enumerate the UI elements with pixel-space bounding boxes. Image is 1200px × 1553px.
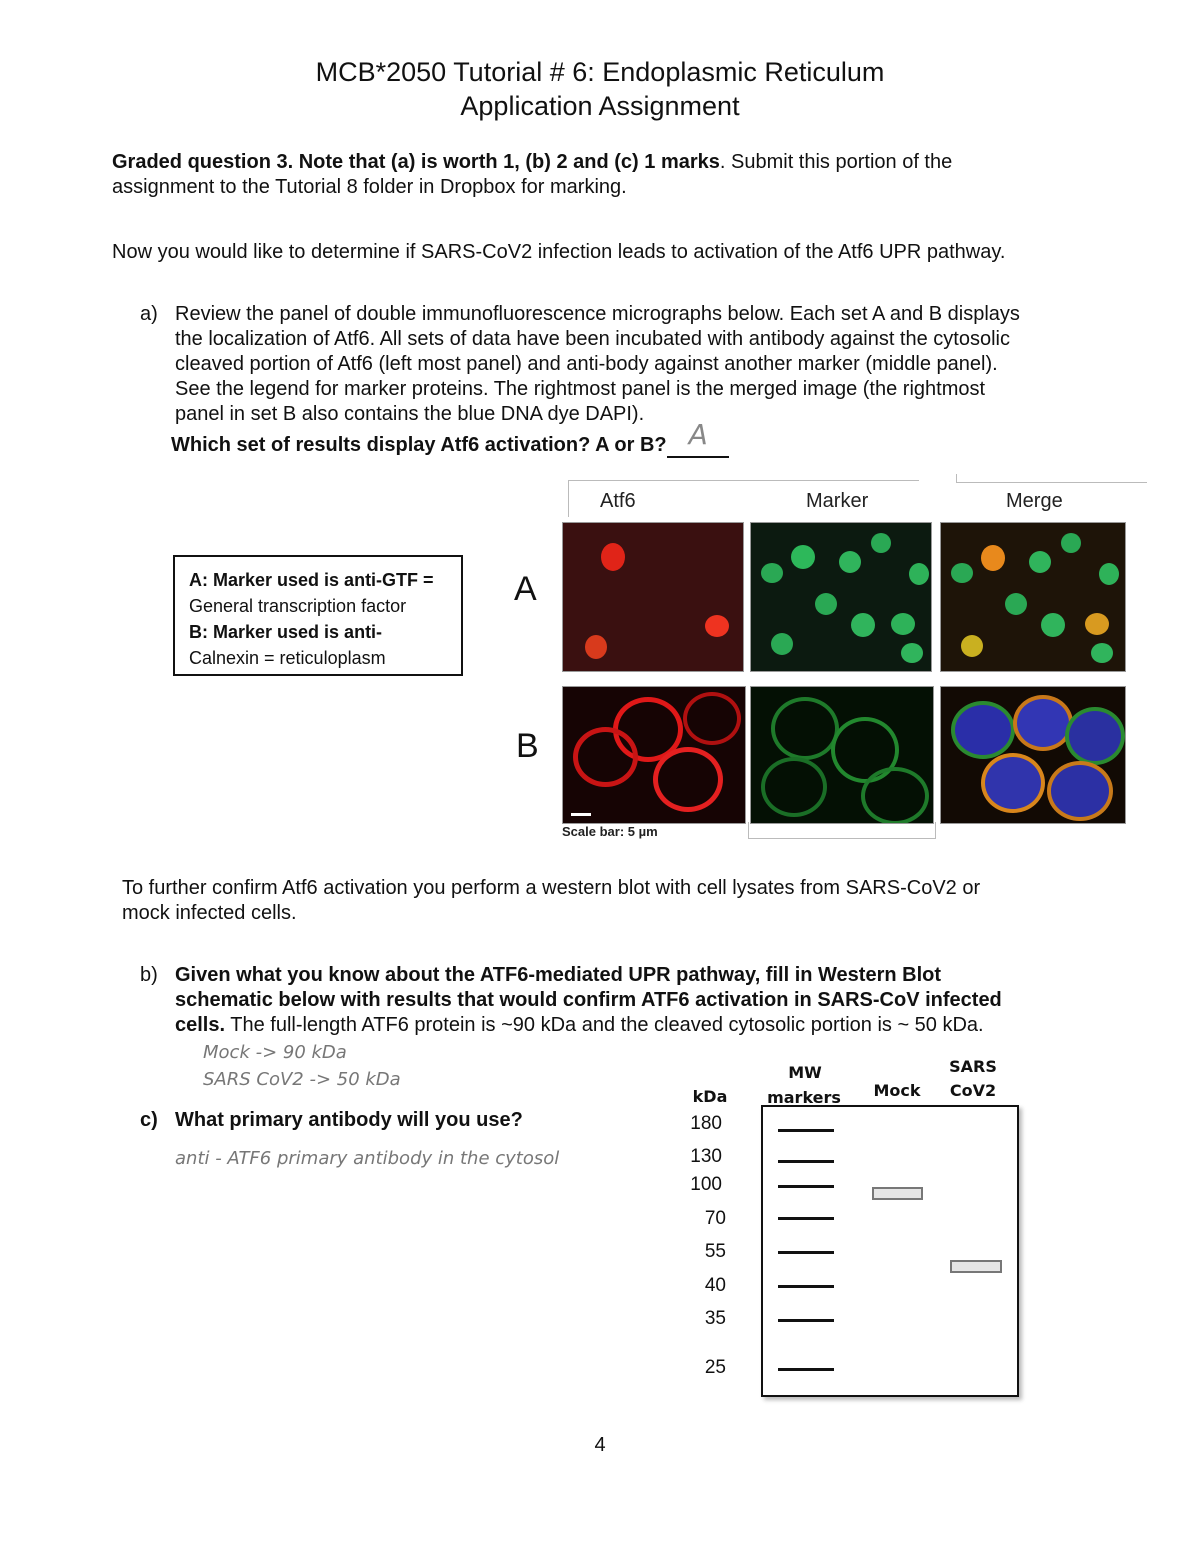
- col-header-merge: Merge: [1006, 490, 1063, 512]
- question-a-line-1: Review the panel of double immunofluorescence micrographs below. Each set A and B displays: [175, 303, 1020, 325]
- mw-header-line1: MW: [788, 1063, 822, 1082]
- scale-bar-line: [571, 813, 591, 816]
- question-a-marker: a): [140, 303, 158, 325]
- ladder-band-40: [778, 1285, 834, 1288]
- graded-question-rest: . Submit this portion of the: [719, 151, 953, 173]
- legend-line-1: A: Marker used is anti-GTF =: [189, 570, 434, 590]
- page-subtitle: Application Assignment: [460, 91, 740, 121]
- intro-text: Now you would like to determine if SARS-CoV2 infection leads to activation of the Atf6 UPR pathway.: [112, 241, 1006, 263]
- question-b-line-3-rest: The full-length ATF6 protein is ~90 kDa and the cleaved cytosolic portion is ~ 50 kDa.: [225, 1014, 984, 1036]
- col-header-atf6: Atf6: [600, 490, 636, 512]
- graded-question-line2: assignment to the Tutorial 8 folder in Dropbox for marking.: [112, 176, 627, 198]
- mock-lane-header: Mock: [873, 1081, 921, 1100]
- handwritten-answer-b-1: Mock -> 90 kDa: [203, 1042, 347, 1063]
- graded-question-bold: Graded question 3. Note that (a) is worth 1, (b) 2 and (c) 1 marks: [112, 151, 720, 173]
- marker-legend-box: [173, 555, 463, 676]
- question-b-body: [175, 963, 1085, 1038]
- set-a-label: A: [514, 570, 537, 608]
- mw-header-line2: markers: [767, 1088, 841, 1107]
- ladder-band-25: [778, 1368, 834, 1371]
- figure-header-frame-right: [956, 474, 1147, 483]
- question-a-body: [175, 302, 1085, 427]
- question-b-line-3-bold: cells.: [175, 1014, 226, 1036]
- col-header-marker: Marker: [806, 490, 869, 512]
- mw-40: 40: [704, 1275, 726, 1296]
- mw-35: 35: [704, 1308, 726, 1329]
- ladder-band-100: [778, 1185, 834, 1188]
- ladder-band-70: [778, 1217, 834, 1220]
- question-a-prompt: [171, 418, 729, 458]
- micrograph-a-marker: [750, 522, 932, 672]
- mw-55: 55: [704, 1241, 726, 1262]
- mock-band-90kda[interactable]: [872, 1187, 923, 1200]
- ladder-band-130: [778, 1160, 834, 1163]
- micrograph-a-atf6: [562, 522, 744, 672]
- question-b-marker: b): [140, 964, 158, 986]
- answer-blank[interactable]: [667, 418, 729, 458]
- question-a-prompt-text: Which set of results display Atf6 activation? A or B?: [171, 434, 667, 456]
- confirm-line-2: mock infected cells.: [122, 902, 297, 924]
- ladder-band-35: [778, 1319, 834, 1322]
- mw-25: 25: [704, 1357, 726, 1378]
- question-c-marker: c): [140, 1109, 158, 1131]
- answer-a-handwritten: A: [688, 418, 708, 451]
- micrograph-b-merge: [940, 686, 1126, 824]
- sars-lane-header-line1: SARS: [949, 1057, 997, 1076]
- page-number: 4: [594, 1434, 606, 1456]
- graded-question: [112, 150, 1092, 200]
- figure-bottom-frame: [748, 822, 936, 839]
- kda-label: kDa: [692, 1087, 728, 1106]
- legend-line-4: Calnexin = reticuloplasm: [189, 648, 386, 668]
- scale-bar-label: Scale bar: 5 µm: [562, 824, 658, 839]
- mw-100: 100: [690, 1174, 722, 1195]
- question-a-line-5: panel in set B also contains the blue DNA dye DAPI).: [175, 403, 645, 425]
- question-b-line-2: schematic below with results that would confirm ATF6 activation in SARS-CoV infected: [175, 989, 1002, 1011]
- micrograph-b-atf6: [562, 686, 746, 824]
- sars-band-50kda[interactable]: [950, 1260, 1002, 1273]
- confirm-line-1: To further confirm Atf6 activation you perform a western blot with cell lysates from SARS-CoV2 or: [122, 877, 981, 899]
- ladder-band-180: [778, 1129, 834, 1132]
- question-a-line-2: the localization of Atf6. All sets of data have been incubated with antibody against the cytosolic: [175, 328, 1010, 350]
- handwritten-answer-b-2: SARS CoV2 -> 50 kDa: [203, 1069, 401, 1090]
- micrograph-a-merge: [940, 522, 1126, 672]
- confirm-text: [122, 876, 1102, 926]
- page-title: MCB*2050 Tutorial # 6: Endoplasmic Reticulum: [315, 57, 885, 87]
- legend-line-3: B: Marker used is anti-: [189, 622, 383, 642]
- question-a-line-4: See the legend for marker proteins. The rightmost panel is the merged image (the rightmost: [175, 378, 986, 400]
- ladder-band-55: [778, 1251, 834, 1254]
- question-b-line-1: Given what you know about the ATF6-mediated UPR pathway, fill in Western Blot: [175, 964, 941, 986]
- handwritten-answer-c: anti - ATF6 primary antibody in the cytosol: [175, 1148, 560, 1169]
- question-a-line-3: cleaved portion of Atf6 (left most panel) and anti-body against another marker (middle panel).: [175, 353, 998, 375]
- question-c-prompt: What primary antibody will you use?: [175, 1109, 523, 1131]
- mw-180: 180: [690, 1113, 722, 1134]
- sars-lane-header-line2: CoV2: [949, 1081, 997, 1100]
- legend-line-2: General transcription factor: [189, 596, 407, 616]
- set-b-label: B: [516, 727, 539, 765]
- mw-130: 130: [690, 1146, 722, 1167]
- mw-70: 70: [704, 1208, 726, 1229]
- micrograph-b-marker: [750, 686, 934, 824]
